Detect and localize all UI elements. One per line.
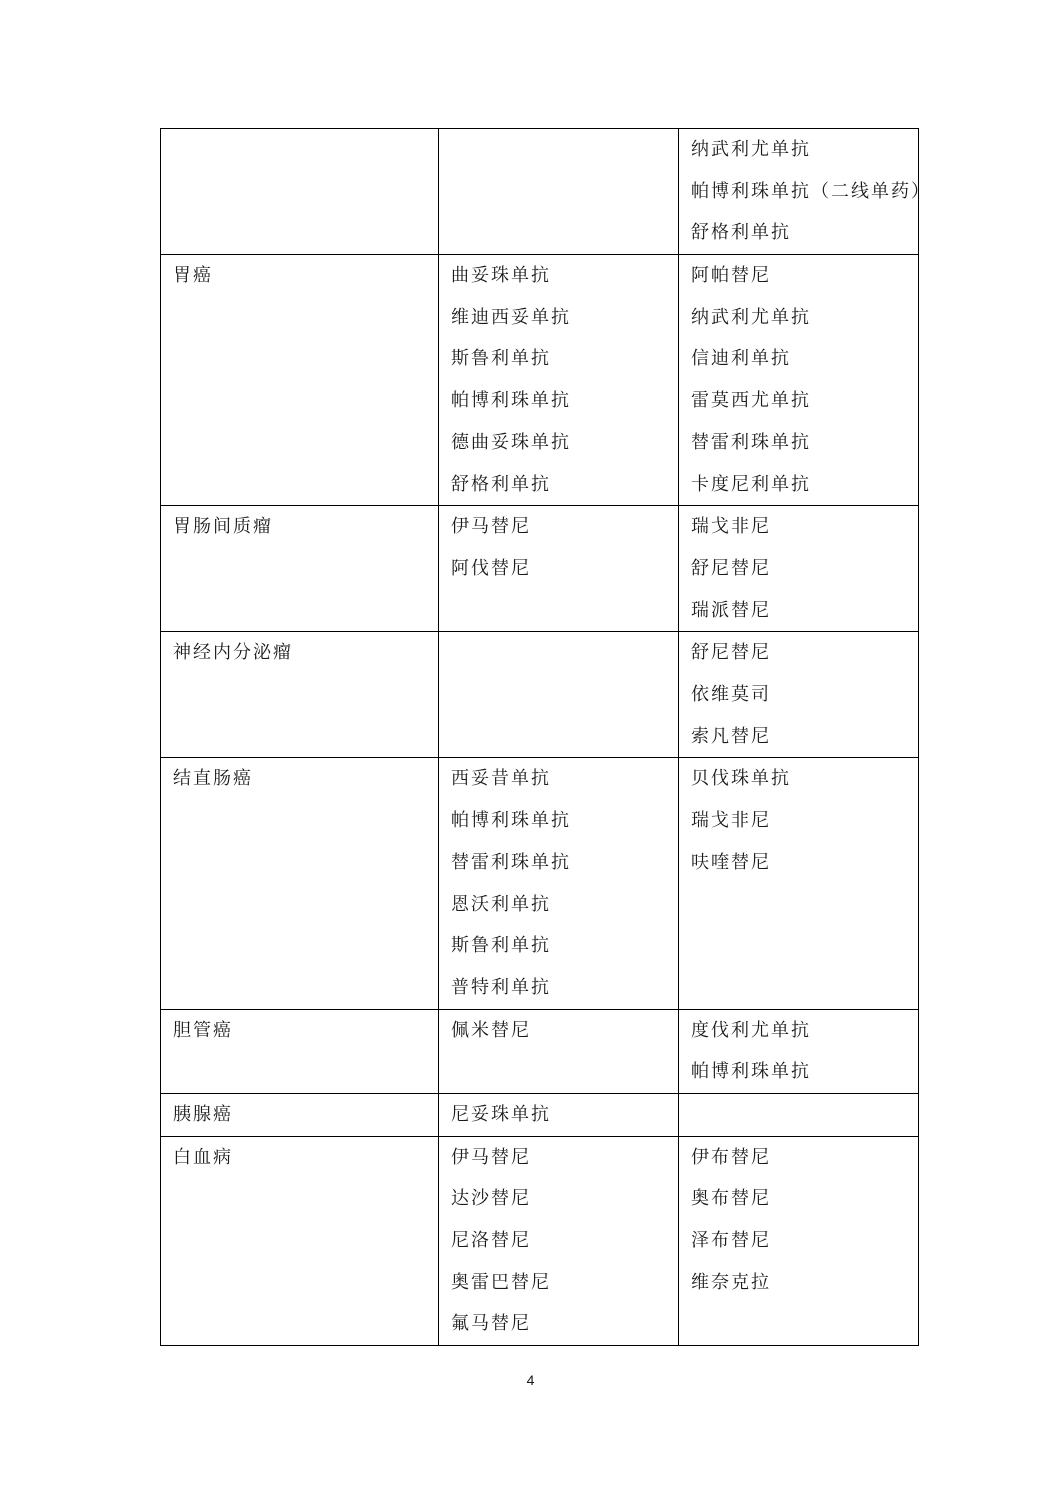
- drug-cell-col2: [439, 255, 679, 506]
- drug-name: 泽布替尼: [691, 1230, 771, 1252]
- drug-cell-col2: [439, 129, 679, 255]
- drug-name: 维奈克拉: [691, 1271, 771, 1293]
- drug-name: 舒格利单抗: [691, 222, 791, 244]
- table-row: [161, 1136, 919, 1346]
- drug-name: 雷莫西尤单抗: [691, 390, 811, 412]
- table-row: [161, 506, 919, 632]
- drug-cell-col2: [439, 1136, 679, 1346]
- table-row: [161, 1094, 919, 1137]
- drug-table: [160, 128, 931, 1346]
- disease-name: 胆管癌: [173, 1019, 233, 1041]
- drug-cell-col2: [439, 1094, 679, 1137]
- drug-cell-col3: [679, 1136, 919, 1346]
- drug-name: 瑞戈非尼: [691, 516, 771, 538]
- table-row: [161, 1009, 919, 1093]
- drug-name: 斯鲁利单抗: [451, 348, 551, 370]
- drug-name: 奥布替尼: [691, 1188, 771, 1210]
- drug-name: 度伐利尤单抗: [691, 1019, 811, 1041]
- drug-name: 舒格利单抗: [451, 473, 551, 495]
- drug-name: 纳武利尤单抗: [691, 139, 811, 160]
- drug-name: 帕博利珠单抗: [451, 390, 571, 412]
- drug-name: 帕博利珠单抗: [451, 810, 571, 832]
- disease-name: 白血病: [173, 1146, 233, 1168]
- disease-name: 神经内分泌瘤: [173, 642, 293, 664]
- disease-name: 胃癌: [173, 265, 213, 287]
- drug-cell-col2: [439, 506, 679, 632]
- disease-cell: [161, 506, 439, 632]
- drug-cell-col3: [679, 506, 919, 632]
- disease-name: [173, 129, 438, 171]
- disease-name: 结直肠癌: [173, 768, 253, 790]
- drug-name: 卡度尼利单抗: [691, 473, 811, 495]
- drug-name: 贝伐珠单抗: [691, 768, 791, 790]
- table-row: [161, 255, 919, 506]
- drug-name: 呋喹替尼: [691, 851, 771, 873]
- drug-name: 帕博利珠单抗（二线单药）: [691, 180, 931, 202]
- disease-cell: [161, 632, 439, 758]
- drug-name: 阿伐替尼: [451, 557, 531, 579]
- drug-cell-col2: [439, 758, 679, 1009]
- drug-cell-col2: [439, 1009, 679, 1093]
- drug-name: 奥雷巴替尼: [451, 1271, 551, 1293]
- drug-cell-col3: [679, 1094, 919, 1137]
- drug-name: 普特利单抗: [451, 976, 551, 998]
- drug-name: 索凡替尼: [691, 725, 771, 747]
- drug-name: 斯鲁利单抗: [451, 935, 551, 957]
- drug-cell-col3: [679, 758, 919, 1009]
- drug-name: 达沙替尼: [451, 1188, 531, 1210]
- drug-name: 替雷利珠单抗: [691, 431, 811, 453]
- disease-cell: [161, 255, 439, 506]
- drug-name: 伊马替尼: [451, 1146, 531, 1168]
- disease-name: 胃肠间质瘤: [173, 516, 273, 538]
- drug-cell-col3: [679, 255, 919, 506]
- drug-name: 尼妥珠单抗: [451, 1104, 551, 1126]
- drug-name: 维迪西妥单抗: [451, 306, 571, 328]
- drug-name: 尼洛替尼: [451, 1230, 531, 1252]
- drug-name: 帕博利珠单抗: [691, 1061, 811, 1083]
- disease-cell: [161, 1136, 439, 1346]
- drug-name: 阿帕替尼: [691, 265, 771, 287]
- drug-name: 伊布替尼: [691, 1146, 771, 1168]
- drug-name: 瑞戈非尼: [691, 810, 771, 832]
- drug-name: 德曲妥珠单抗: [451, 431, 571, 453]
- drug-cell-col3: [679, 632, 919, 758]
- drug-name: 替雷利珠单抗: [451, 851, 571, 873]
- drug-name: 舒尼替尼: [691, 557, 771, 579]
- drug-name: 纳武利尤单抗: [691, 306, 811, 328]
- table-row: [161, 129, 919, 255]
- drug-name: 佩米替尼: [451, 1019, 531, 1041]
- drug-name: 依维莫司: [691, 684, 771, 706]
- drug-name: 伊马替尼: [451, 516, 531, 538]
- drug-name: 曲妥珠单抗: [451, 265, 551, 287]
- drug-name: 恩沃利单抗: [451, 893, 551, 915]
- drug-name: 瑞派替尼: [691, 599, 771, 621]
- disease-cell: [161, 758, 439, 1009]
- disease-cell: [161, 129, 439, 255]
- drug-name: 信迪利单抗: [691, 348, 791, 370]
- page-number: 4: [526, 1372, 535, 1388]
- disease-cell: [161, 1009, 439, 1093]
- table-body: [161, 129, 931, 1346]
- drug-name: 氟马替尼: [451, 1313, 531, 1335]
- disease-name: 胰腺癌: [173, 1104, 233, 1126]
- drug-name: 西妥昔单抗: [451, 768, 551, 790]
- table-row: [161, 758, 919, 1009]
- drug-cell-col3: [679, 129, 931, 255]
- drug-cell-col3: [679, 1009, 919, 1093]
- table-row: [161, 632, 919, 758]
- drug-cell-col2: [439, 632, 679, 758]
- drug-name: 舒尼替尼: [691, 642, 771, 664]
- disease-cell: [161, 1094, 439, 1137]
